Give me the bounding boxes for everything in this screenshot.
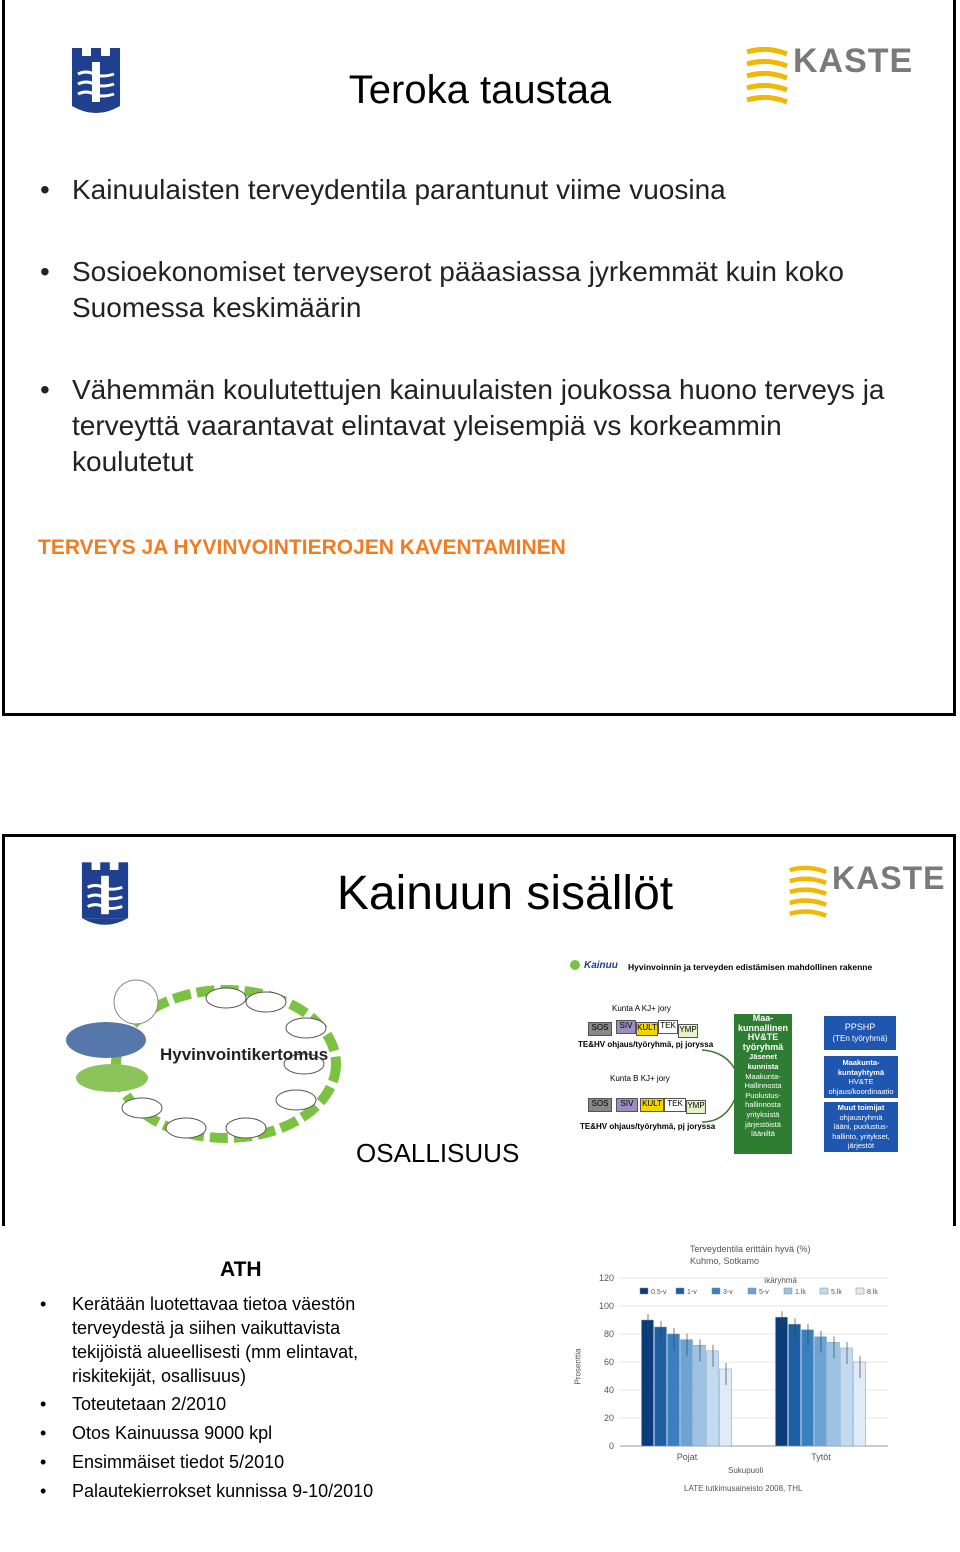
unit-sos: SOS [588,1098,612,1112]
ppshp-title: PPSHP [844,1022,876,1032]
mk-line: yrityksistä [746,1109,780,1119]
chart-xlabel: Sukupuoli [728,1466,764,1475]
legend-label: 1.lk [795,1289,806,1296]
unit-ymp: YMP [686,1100,706,1114]
bullet-item: • Toteutetaan 2/2010 [40,1392,410,1416]
bullet-item: • Kerätään luotettavaa tietoa väestön terveydestä ja siihen vaikuttavista tekijöistä alueellisesti (mm elintavat, riskitekijät, osallisuus) [40,1292,410,1388]
bar [789,1324,801,1446]
bar [802,1330,814,1446]
mk-line: järjestöistä [745,1119,781,1129]
my-line: ohjaus/koordinaatio [828,1086,894,1096]
chart-ylabel: Prosenttia [573,1348,583,1385]
legend-label: 0.5-v [651,1289,667,1296]
tehv-a: TE&HV ohjaus/työryhmä, pj joryssa [578,1040,714,1049]
slide-2-title: Kainuun sisällöt [336,867,674,920]
bar [841,1348,853,1446]
bullet-item: • Ensimmäiset tiedot 5/2010 [40,1450,410,1474]
mk-line: HV&TE [747,1032,779,1043]
legend-swatch [784,1288,792,1294]
kunta-b-label: Kunta B KJ+ jory [610,1074,670,1083]
org-chart [566,952,932,1216]
legend-label: 8.lk [867,1289,878,1296]
bullet-item: • Palautekierrokset kunnissa 9-10/2010 [40,1479,410,1503]
kainuu-logo-dot [570,960,580,970]
ppshp-box [824,1016,896,1050]
bar [655,1327,667,1446]
org-chart-title: Hyvinvoinnin ja terveyden edistämisen mahdollinen rakenne [628,962,873,972]
chart-title: Terveydentila erittäin hyvä (%) [690,1244,811,1254]
y-tick-label: 120 [598,1273,614,1283]
mk-line: Puolustus- [745,1090,781,1100]
unit-sos: SOS [588,1022,612,1036]
chart-plot [578,1242,904,1472]
chart-legend-title: Ikäryhmä [764,1276,797,1285]
muut-line: ohjausryhmä [839,1112,883,1122]
kunta-a-label: Kunta A KJ+ jory [612,1004,671,1013]
muut-line: Muut toimijat [837,1103,885,1112]
mk-line: hallinnosta [745,1100,781,1110]
maakuntayhtyma-box [824,1056,898,1098]
kainuu-logo-text: Kainuu [584,960,618,971]
legend-label: 3-v [723,1289,733,1296]
legend-swatch [856,1288,864,1294]
mk-line: työryhmä [742,1041,784,1052]
legend-swatch [748,1288,756,1294]
y-tick-label: 60 [603,1357,614,1367]
chart-subtitle: Kuhmo, Sotkamo [690,1256,760,1266]
unit-kult: KULT [636,1022,658,1036]
mk-line: lääniltä [751,1129,775,1139]
kaste-stripes-icon [788,864,828,920]
y-tick-label: 100 [598,1301,614,1311]
bullet-item: • Otos Kainuussa 9000 kpl [40,1421,410,1445]
category-label: Pojat [676,1452,698,1462]
ppshp-sub: (TEn työryhmä) [832,1034,888,1043]
bullet-item: • Vähemmän koulutettujen kainuulaisten joukossa huono terveys ja terveyttä vaarantavat elintavat yleisempiä vs korkeammin koulutetut [40,372,900,480]
legend-swatch [820,1288,828,1294]
slide-1-title: Teroka taustaa [348,68,612,112]
unit-siv: SIV [616,1020,636,1034]
unit-ymp: YMP [678,1024,698,1038]
my-line: HV&TE [848,1077,874,1087]
health-chart [573,1242,904,1498]
mk-line: kunnallinen [737,1022,788,1033]
bar [668,1334,680,1446]
kaste-logo [788,858,946,928]
bar [854,1362,866,1446]
muut-line: lääni, puolustus- [833,1122,889,1132]
kaste-logo-text: KASTE [793,42,914,80]
bar [694,1345,706,1446]
y-tick-label: 0 [608,1441,614,1451]
mk-line: Maa- [752,1013,774,1023]
legend-swatch [676,1288,684,1294]
kainuu-logo [570,956,620,976]
osallisuus-label: OSALLISUUS [356,1138,520,1168]
category-label: Tytöt [811,1452,831,1462]
unit-siv: SIV [616,1098,638,1112]
muut-box [824,1102,898,1152]
legend-label: 5.lk [831,1289,842,1296]
bullet-item: • Kainuulaisten terveydentila parantunut viime vuosina [40,172,900,208]
mk-line: Jäsenet [749,1052,777,1062]
maakunnallinen-box [734,1014,792,1154]
bar [707,1351,719,1446]
kaste-logo-text: KASTE [832,860,946,896]
ath-bullets [40,1292,410,1503]
legend-label: 5-v [759,1289,769,1296]
ath-heading: ATH [220,1258,262,1281]
mk-line: Hallinnosta [744,1081,782,1091]
legend-swatch [640,1288,648,1294]
hyvinvointikertomus-label: Hyvinvointikertomus [160,1045,329,1064]
my-line: Maakunta- [842,1058,880,1067]
legend-swatch [712,1288,720,1294]
unit-tek: TEK [658,1020,678,1034]
legend-label: 1-v [687,1289,697,1296]
muut-line: järjestöt [847,1141,875,1151]
chart-source: LATE tutkimusaineisto 2008, THL [684,1484,803,1493]
slide-1-subtitle: TERVEYS JA HYVINVOINTIEROJEN KAVENTAMINEN [38,536,566,559]
mk-line: Maakunta- [745,1071,781,1081]
bar [776,1317,788,1446]
tehv-b: TE&HV ohjaus/työryhmä, pj joryssa [580,1122,716,1131]
y-tick-label: 80 [603,1329,614,1339]
bar [681,1340,693,1446]
slide-1-bullets [40,172,900,480]
unit-kult: KULT [640,1098,664,1112]
kainuu-crest-logo [80,862,130,928]
bar [815,1337,827,1446]
bar [828,1342,840,1446]
my-line: kuntayhtymä [837,1067,885,1077]
y-tick-label: 20 [603,1413,614,1423]
hyvinvointikertomus-diagram [66,968,346,1158]
bar [642,1320,654,1446]
muut-line: hallinto, yritykset, [832,1131,890,1141]
mk-line: kunnista [747,1061,779,1071]
bar [720,1369,732,1446]
y-tick-label: 40 [603,1385,614,1395]
unit-tek: TEK [664,1098,686,1112]
bullet-item: • Sosioekonomiset terveyserot pääasiassa jyrkemmät kuin koko Suomessa keskimäärin [40,254,900,326]
